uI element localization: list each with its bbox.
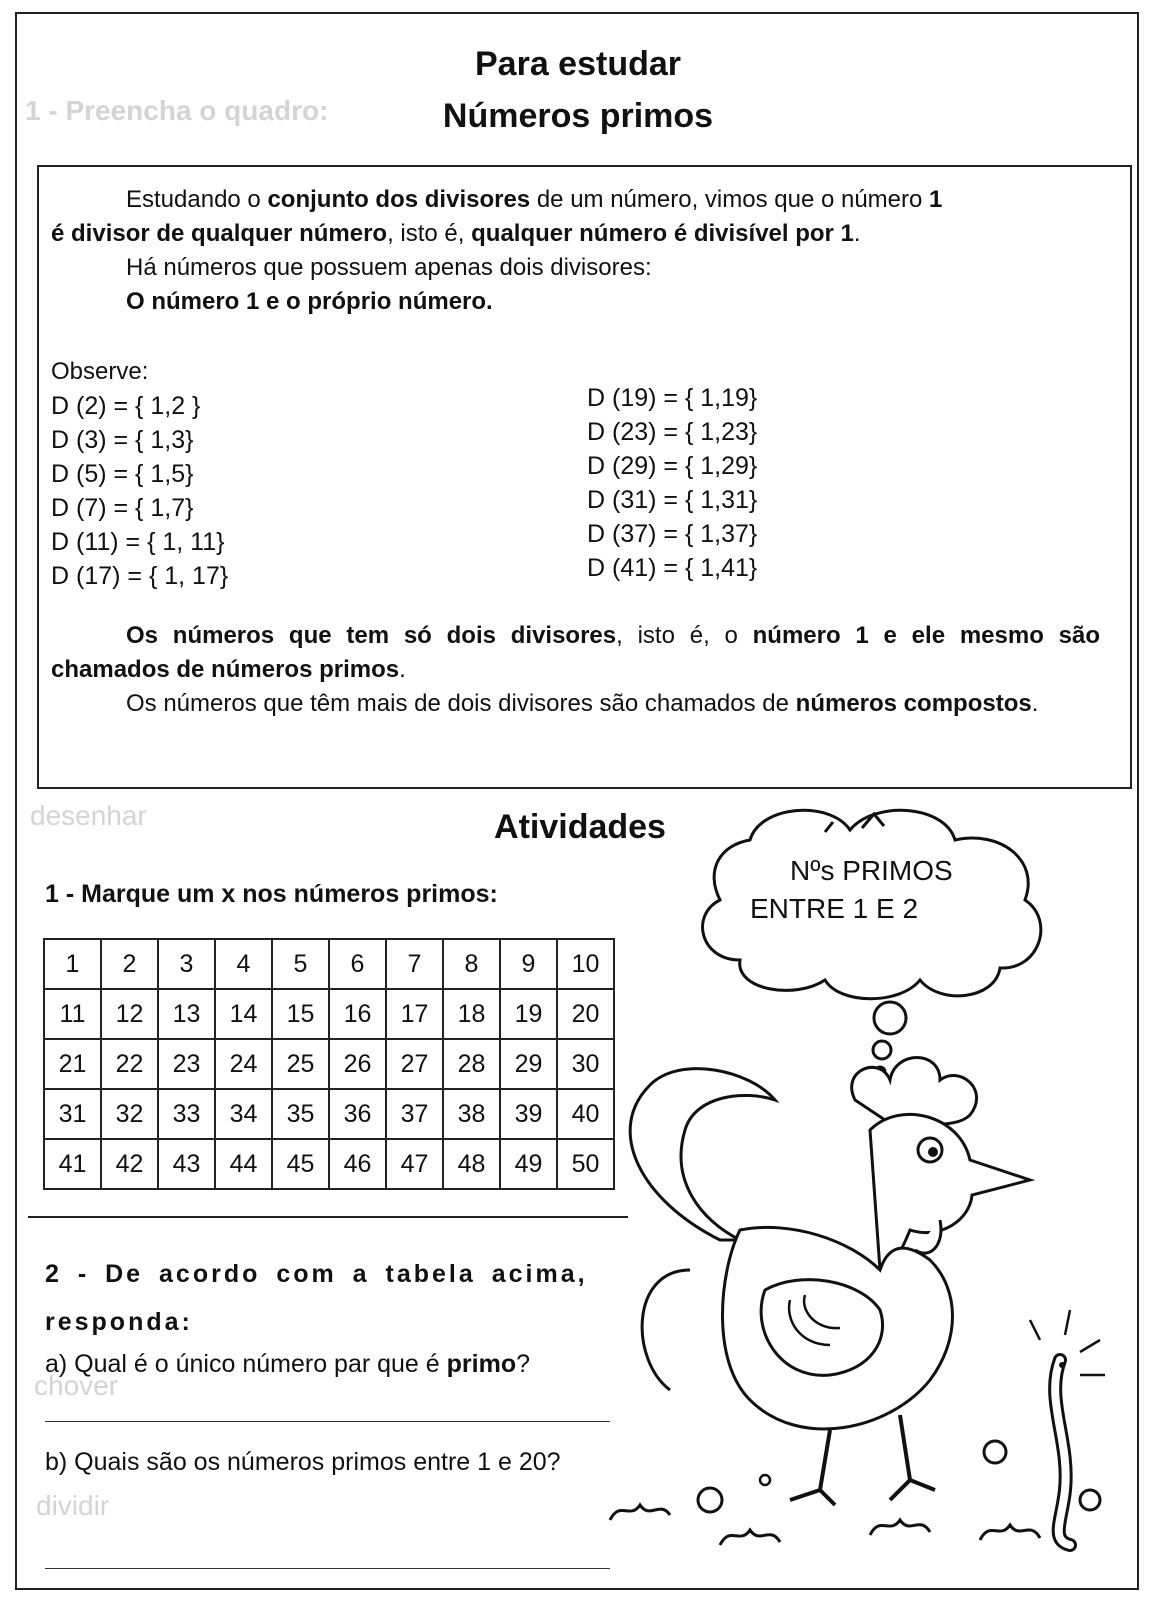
grid-cell[interactable]: 30	[557, 1039, 614, 1089]
grid-cell[interactable]: 4	[215, 939, 272, 989]
grid-cell[interactable]: 40	[557, 1089, 614, 1139]
grid-cell[interactable]: 14	[215, 989, 272, 1039]
grid-cell[interactable]: 47	[386, 1139, 443, 1189]
grid-row	[44, 1139, 614, 1189]
grid-cell[interactable]: 1	[44, 939, 101, 989]
grid-cell[interactable]: 32	[101, 1089, 158, 1139]
grid-cell[interactable]: 41	[44, 1139, 101, 1189]
grid-cell[interactable]: 31	[44, 1089, 101, 1139]
grid-cell[interactable]: 18	[443, 989, 500, 1039]
grid-cell[interactable]: 23	[158, 1039, 215, 1089]
bubble-text-line1: Nºs PRIMOS	[790, 855, 953, 886]
answer-line-a[interactable]	[45, 1421, 610, 1422]
grid-cell[interactable]: 45	[272, 1139, 329, 1189]
grid-cell[interactable]: 3	[158, 939, 215, 989]
grid-cell[interactable]: 27	[386, 1039, 443, 1089]
grid-cell[interactable]: 43	[158, 1139, 215, 1189]
grid-cell[interactable]: 36	[329, 1089, 386, 1139]
divisor-set: D (23) = { 1,23}	[587, 418, 758, 446]
grid-row	[44, 939, 614, 989]
grid-cell[interactable]: 6	[329, 939, 386, 989]
grid-cell[interactable]: 48	[443, 1139, 500, 1189]
divisor-set: D (7) = { 1,7}	[51, 494, 194, 522]
grid-cell[interactable]: 44	[215, 1139, 272, 1189]
grid-cell[interactable]: 39	[500, 1089, 557, 1139]
question-2a: a) Qual é o único número par que é primo?	[45, 1350, 530, 1378]
activities-title: Atividades	[494, 808, 666, 846]
grid-cell[interactable]: 13	[158, 989, 215, 1039]
grid-cell[interactable]: 42	[101, 1139, 158, 1189]
divisor-set: D (5) = { 1,5}	[51, 460, 194, 488]
divisor-sets-right	[587, 381, 757, 585]
page-title: Para estudar	[475, 45, 681, 83]
grid-cell[interactable]: 29	[500, 1039, 557, 1089]
page-number-fragment	[18, 1590, 22, 1608]
bleed-through-text: 1 - Preencha o quadro:	[25, 95, 329, 126]
divisor-set: D (29) = { 1,29}	[587, 452, 758, 480]
grid-cell[interactable]: 15	[272, 989, 329, 1039]
grid-cell[interactable]: 20	[557, 989, 614, 1039]
rooster-illustration	[600, 800, 1140, 1590]
grid-cell[interactable]: 33	[158, 1089, 215, 1139]
intro-statement: O número 1 e o próprio número.	[126, 288, 493, 315]
grid-cell[interactable]: 35	[272, 1089, 329, 1139]
composite-definition: Os números que têm mais de dois divisores são chamados de números compostos.	[126, 690, 1039, 717]
bleed-through-text: dividir	[36, 1490, 110, 1521]
intro-paragraph: Estudando o conjunto dos divisores de um número, vimos que o número 1 é divisor de qualquer número, isto é, qualquer número é divisível por 1.	[51, 186, 943, 247]
bubble-text-line2: ENTRE 1 E 2	[750, 893, 919, 924]
divisor-set: D (17) = { 1, 17}	[51, 562, 229, 590]
divisor-set: D (31) = { 1,31}	[587, 486, 758, 514]
page-subtitle: Números primos	[442, 97, 714, 135]
intro-two-divisors: Há números que possuem apenas dois divisores:	[126, 254, 652, 281]
grid-cell[interactable]: 34	[215, 1089, 272, 1139]
divisor-set: D (2) = { 1,2 }	[51, 392, 201, 420]
grid-cell[interactable]: 25	[272, 1039, 329, 1089]
grid-cell[interactable]: 49	[500, 1139, 557, 1189]
grid-row	[44, 989, 614, 1039]
grid-cell[interactable]: 8	[443, 939, 500, 989]
grid-cell[interactable]: 11	[44, 989, 101, 1039]
grid-cell[interactable]: 37	[386, 1089, 443, 1139]
grid-cell[interactable]: 17	[386, 989, 443, 1039]
divisor-set: D (41) = { 1,41}	[587, 554, 758, 582]
grid-cell[interactable]: 22	[101, 1039, 158, 1089]
question-2: 2 - De acordo com a tabela acima, responda:	[45, 1260, 588, 1336]
grid-cell[interactable]: 28	[443, 1039, 500, 1089]
grid-row	[44, 1039, 614, 1089]
grid-cell[interactable]: 16	[329, 989, 386, 1039]
divisor-set: D (37) = { 1,37}	[587, 520, 758, 548]
divisor-sets-left	[51, 389, 228, 593]
grid-cell[interactable]: 12	[101, 989, 158, 1039]
divisor-set: D (19) = { 1,19}	[587, 384, 758, 412]
answer-line-b[interactable]	[45, 1568, 610, 1569]
grid-cell[interactable]: 19	[500, 989, 557, 1039]
grid-cell[interactable]: 50	[557, 1139, 614, 1189]
question-1: 1 - Marque um x nos números primos:	[45, 880, 498, 908]
bleed-through-text: desenhar	[30, 800, 147, 831]
grid-cell[interactable]: 46	[329, 1139, 386, 1189]
grid-cell[interactable]: 9	[500, 939, 557, 989]
divisor-set: D (3) = { 1,3}	[51, 426, 194, 454]
grid-cell[interactable]: 5	[272, 939, 329, 989]
grid-cell[interactable]: 10	[557, 939, 614, 989]
grid-cell[interactable]: 38	[443, 1089, 500, 1139]
grid-cell[interactable]: 7	[386, 939, 443, 989]
divisor-set: D (11) = { 1, 11}	[51, 528, 225, 556]
grid-cell[interactable]: 26	[329, 1039, 386, 1089]
observe-label: Observe:	[51, 358, 149, 385]
info-box	[37, 165, 1132, 789]
grid-row	[44, 1089, 614, 1139]
grid-cell[interactable]: 24	[215, 1039, 272, 1089]
number-grid	[43, 938, 615, 1190]
grid-cell[interactable]: 2	[101, 939, 158, 989]
bleed-through-text: chover	[34, 1370, 119, 1401]
divider	[28, 1216, 628, 1218]
question-2b: b) Quais são os números primos entre 1 e 20?	[45, 1448, 561, 1476]
prime-definition: Os números que tem só dois divisores, isto é, o número 1 e ele mesmo são chamados de números primos.	[51, 622, 1100, 683]
grid-cell[interactable]: 21	[44, 1039, 101, 1089]
